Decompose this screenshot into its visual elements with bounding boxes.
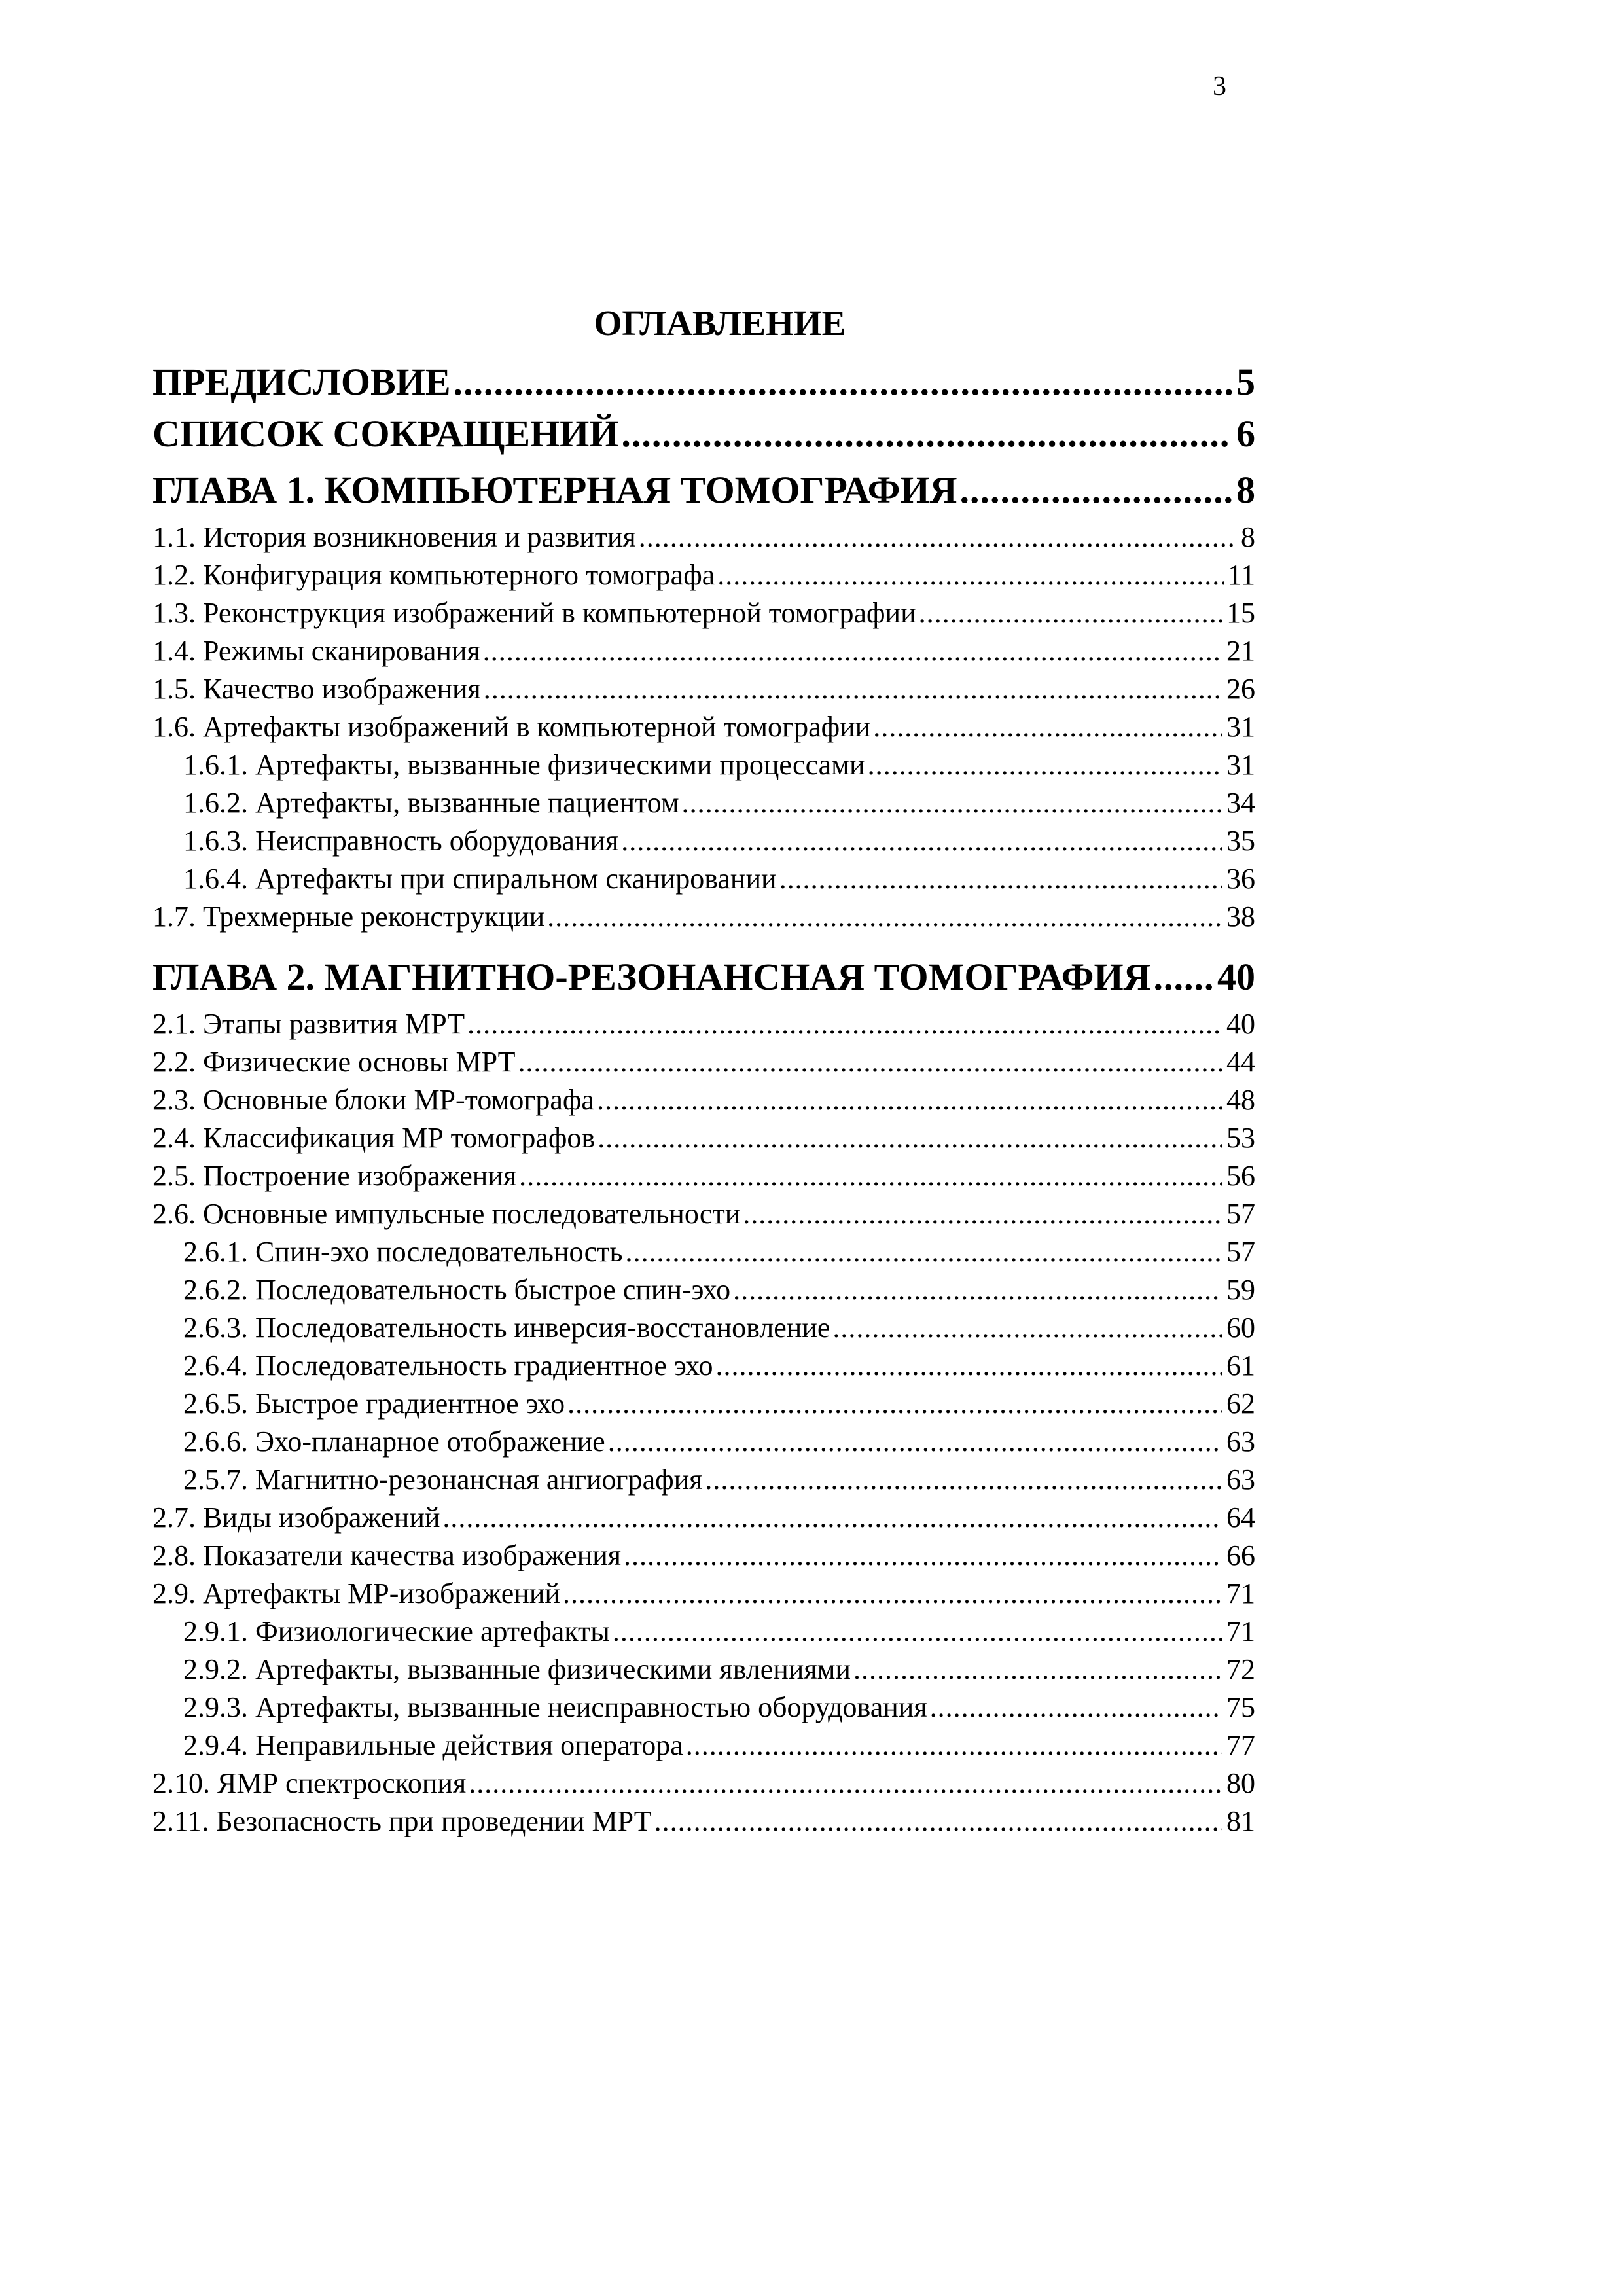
toc-entry-page: 31 [1226, 749, 1255, 781]
toc-entry-page: 60 [1226, 1312, 1255, 1344]
toc-entry-subsection[interactable] [152, 822, 1255, 860]
toc-entry-major[interactable] [152, 359, 1255, 406]
toc-entry-page: 75 [1226, 1691, 1255, 1723]
toc-entry-page: 71 [1226, 1577, 1255, 1609]
toc-entry-section[interactable] [152, 1803, 1255, 1840]
toc-entry-subsection[interactable] [152, 1727, 1255, 1765]
toc-entry-label: 2.5. Построение изображения [152, 1160, 517, 1192]
toc-entry-major[interactable] [152, 462, 1255, 518]
dot-leader [1153, 949, 1213, 1005]
toc-entry-section[interactable] [152, 1157, 1255, 1195]
toc-entry-label: ПРЕДИСЛОВИЕ [152, 361, 451, 403]
dot-leader [625, 1233, 1222, 1271]
toc-entry-page: 61 [1226, 1350, 1255, 1382]
toc-entry-label: 2.9.4. Неправильные действия оператора [183, 1729, 683, 1761]
toc-entry-label: 2.9.1. Физиологические артефакты [183, 1615, 610, 1647]
toc-entry-page: 40 [1226, 1008, 1255, 1040]
toc-entry-section[interactable] [152, 898, 1255, 936]
toc-entry-page: 56 [1226, 1160, 1255, 1192]
dot-leader [715, 1347, 1222, 1385]
dot-leader [597, 1081, 1222, 1119]
toc-entry-page: 57 [1226, 1198, 1255, 1230]
toc-entry-section[interactable] [152, 594, 1255, 632]
dot-leader [563, 1575, 1222, 1613]
dot-leader [960, 462, 1233, 518]
toc-entry-label: 2.6.1. Спин-эхо последовательность [183, 1236, 623, 1268]
toc-entry-section[interactable] [152, 670, 1255, 708]
toc-entry-section[interactable] [152, 1081, 1255, 1119]
toc-entry-section[interactable] [152, 1537, 1255, 1575]
toc-entry-page: 71 [1226, 1615, 1255, 1647]
dot-leader [467, 1005, 1222, 1043]
toc-entry-section[interactable] [152, 1499, 1255, 1537]
dot-leader [484, 670, 1222, 708]
toc-entry-page: 8 [1241, 521, 1255, 553]
toc-entry-label: 1.1. История возникновения и развития [152, 521, 636, 553]
toc-entry-label: 2.2. Физические основы МРТ [152, 1046, 516, 1078]
toc-entry-subsection[interactable] [152, 1233, 1255, 1271]
dot-leader [518, 1043, 1223, 1081]
toc-entry-major[interactable] [152, 949, 1255, 1005]
toc-entry-page: 26 [1226, 673, 1255, 705]
page-number: 3 [1213, 71, 1226, 101]
toc-entry-page: 15 [1226, 597, 1255, 629]
toc-entry-section[interactable] [152, 1043, 1255, 1081]
toc-entry-subsection[interactable] [152, 784, 1255, 822]
toc-entry-page: 63 [1226, 1463, 1255, 1496]
toc-entry-subsection[interactable] [152, 860, 1255, 898]
toc-entry-page: 44 [1226, 1046, 1255, 1078]
toc-entry-subsection[interactable] [152, 1309, 1255, 1347]
toc-entry-label: 1.6.2. Артефакты, вызванные пациентом [183, 787, 679, 819]
dot-leader [682, 784, 1222, 822]
dot-leader [469, 1765, 1222, 1803]
dot-leader [597, 1119, 1222, 1157]
toc-entry-page: 62 [1226, 1388, 1255, 1420]
toc-entry-subsection[interactable] [152, 1423, 1255, 1461]
toc-entry-page: 66 [1226, 1539, 1255, 1571]
dot-leader [483, 632, 1222, 670]
dot-leader [621, 822, 1222, 860]
toc-entry-label: 2.6.2. Последовательность быстрое спин-эхо [183, 1274, 731, 1306]
dot-leader [853, 1651, 1222, 1689]
dot-leader [639, 518, 1237, 556]
dot-leader [733, 1271, 1222, 1309]
dot-leader [567, 1385, 1222, 1423]
toc-entry-page: 77 [1226, 1729, 1255, 1761]
toc-entry-label: 2.6.4. Последовательность градиентное эхо [183, 1350, 713, 1382]
toc-entry-label: 2.6.5. Быстрое градиентное эхо [183, 1388, 565, 1420]
toc-entry-label: 1.3. Реконструкция изображений в компьютерной томографии [152, 597, 916, 629]
toc-entry-subsection[interactable] [152, 1461, 1255, 1499]
toc-entry-subsection[interactable] [152, 746, 1255, 784]
toc-entry-label: 2.10. ЯМР спектроскопия [152, 1767, 467, 1799]
dot-leader [621, 406, 1232, 462]
dot-leader [832, 1309, 1222, 1347]
toc-entry-label: 2.4. Классификация МР томографов [152, 1122, 596, 1154]
dot-leader [873, 708, 1222, 746]
dot-leader [547, 898, 1222, 936]
dot-leader [686, 1727, 1222, 1765]
toc-title: ОГЛАВЛЕНИЕ [594, 303, 846, 343]
toc-entry-major[interactable] [152, 406, 1255, 462]
toc-entry-page: 48 [1226, 1084, 1255, 1116]
toc-entry-label: 2.8. Показатели качества изображения [152, 1539, 622, 1571]
toc-entry-subsection[interactable] [152, 1651, 1255, 1689]
toc-entry-page: 72 [1226, 1653, 1255, 1685]
toc-entry-page: 34 [1226, 787, 1255, 819]
toc-entry-page: 59 [1226, 1274, 1255, 1306]
toc-entry-page: 36 [1226, 863, 1255, 895]
toc-entry-section[interactable] [152, 556, 1255, 594]
toc-entry-label: 2.11. Безопасность при проведении МРТ [152, 1805, 652, 1837]
toc-entry-section[interactable] [152, 1119, 1255, 1157]
toc-entry-label: 1.2. Конфигурация компьютерного томографа [152, 559, 715, 591]
toc-entry-label: 1.4. Режимы сканирования [152, 635, 480, 667]
toc-entry-page: 35 [1226, 825, 1255, 857]
toc-entry-label: 2.9. Артефакты МР-изображений [152, 1577, 560, 1609]
toc-entry-page: 57 [1226, 1236, 1255, 1268]
toc-entry-label: 2.9.2. Артефакты, вызванные физическими явлениями [183, 1653, 851, 1685]
toc-entry-label: 1.7. Трехмерные реконструкции [152, 901, 545, 933]
toc-entry-label: 1.6. Артефакты изображений в компьютерной томографии [152, 711, 871, 743]
toc-entry-section[interactable] [152, 632, 1255, 670]
toc-entry-label: 2.5.7. Магнитно-резонансная ангиография [183, 1463, 703, 1496]
dot-leader [930, 1689, 1222, 1727]
toc-entry-label: 2.6.3. Последовательность инверсия-восстановление [183, 1312, 830, 1344]
toc-entry-label: 2.3. Основные блоки МР-томографа [152, 1084, 594, 1116]
toc-entry-page: 8 [1236, 469, 1255, 511]
toc-entry-page: 31 [1226, 711, 1255, 743]
toc-entry-page: 5 [1236, 361, 1255, 403]
toc-entry-label: 2.1. Этапы развития МРТ [152, 1008, 465, 1040]
toc-entry-label: ГЛАВА 1. КОМПЬЮТЕРНАЯ ТОМОГРАФИЯ [152, 469, 957, 511]
toc-entry-label: 2.9.3. Артефакты, вызванные неисправностью оборудования [183, 1691, 927, 1723]
toc-entry-section[interactable] [152, 1765, 1255, 1803]
toc-entry-page: 40 [1217, 956, 1255, 998]
toc-entry-section[interactable] [152, 1575, 1255, 1613]
toc-entry-label: 1.5. Качество изображения [152, 673, 481, 705]
toc-entry-section[interactable] [152, 1005, 1255, 1043]
toc-entry-section[interactable] [152, 708, 1255, 746]
dot-leader [442, 1499, 1222, 1537]
toc-entry-label: 1.6.1. Артефакты, вызванные физическими процессами [183, 749, 865, 781]
toc-entry-label: 2.7. Виды изображений [152, 1501, 440, 1534]
dot-leader [613, 1613, 1222, 1651]
dot-leader [919, 594, 1222, 632]
toc-entry-label: 2.6.6. Эхо-планарное отображение [183, 1426, 605, 1458]
toc-entry-page: 21 [1226, 635, 1255, 667]
toc-entry-page: 38 [1226, 901, 1255, 933]
toc-entry-subsection[interactable] [152, 1385, 1255, 1423]
toc-entry-label: СПИСОК СОКРАЩЕНИЙ [152, 412, 619, 455]
dot-leader [717, 556, 1223, 594]
toc-entry-section[interactable] [152, 518, 1255, 556]
toc-entry-page: 53 [1226, 1122, 1255, 1154]
dot-leader [608, 1423, 1222, 1461]
toc-entry-section[interactable] [152, 1195, 1255, 1233]
toc-entry-page: 6 [1236, 412, 1255, 455]
toc-entry-page: 80 [1226, 1767, 1255, 1799]
toc-entry-page: 11 [1227, 559, 1255, 591]
toc-entry-subsection[interactable] [152, 1613, 1255, 1651]
toc-entry-label: 1.6.3. Неисправность оборудования [183, 825, 619, 857]
toc-entry-subsection[interactable] [152, 1271, 1255, 1309]
dot-leader [779, 860, 1222, 898]
toc-entry-page: 63 [1226, 1426, 1255, 1458]
dot-leader [519, 1157, 1222, 1195]
toc-entry-page: 64 [1226, 1501, 1255, 1534]
toc-entry-subsection[interactable] [152, 1689, 1255, 1727]
dot-leader [654, 1803, 1222, 1840]
toc-entry-page: 81 [1226, 1805, 1255, 1837]
dot-leader [454, 359, 1232, 406]
dot-leader [868, 746, 1222, 784]
toc-entry-label: 1.6.4. Артефакты при спиральном сканировании [183, 863, 777, 895]
toc-entry-label: ГЛАВА 2. МАГНИТНО-РЕЗОНАНСНАЯ ТОМОГРАФИЯ [152, 956, 1151, 998]
dot-leader [624, 1537, 1222, 1575]
dot-leader [705, 1461, 1222, 1499]
dot-leader [743, 1195, 1222, 1233]
table-of-contents [152, 359, 1255, 1840]
toc-entry-label: 2.6. Основные импульсные последовательности [152, 1198, 741, 1230]
toc-entry-subsection[interactable] [152, 1347, 1255, 1385]
